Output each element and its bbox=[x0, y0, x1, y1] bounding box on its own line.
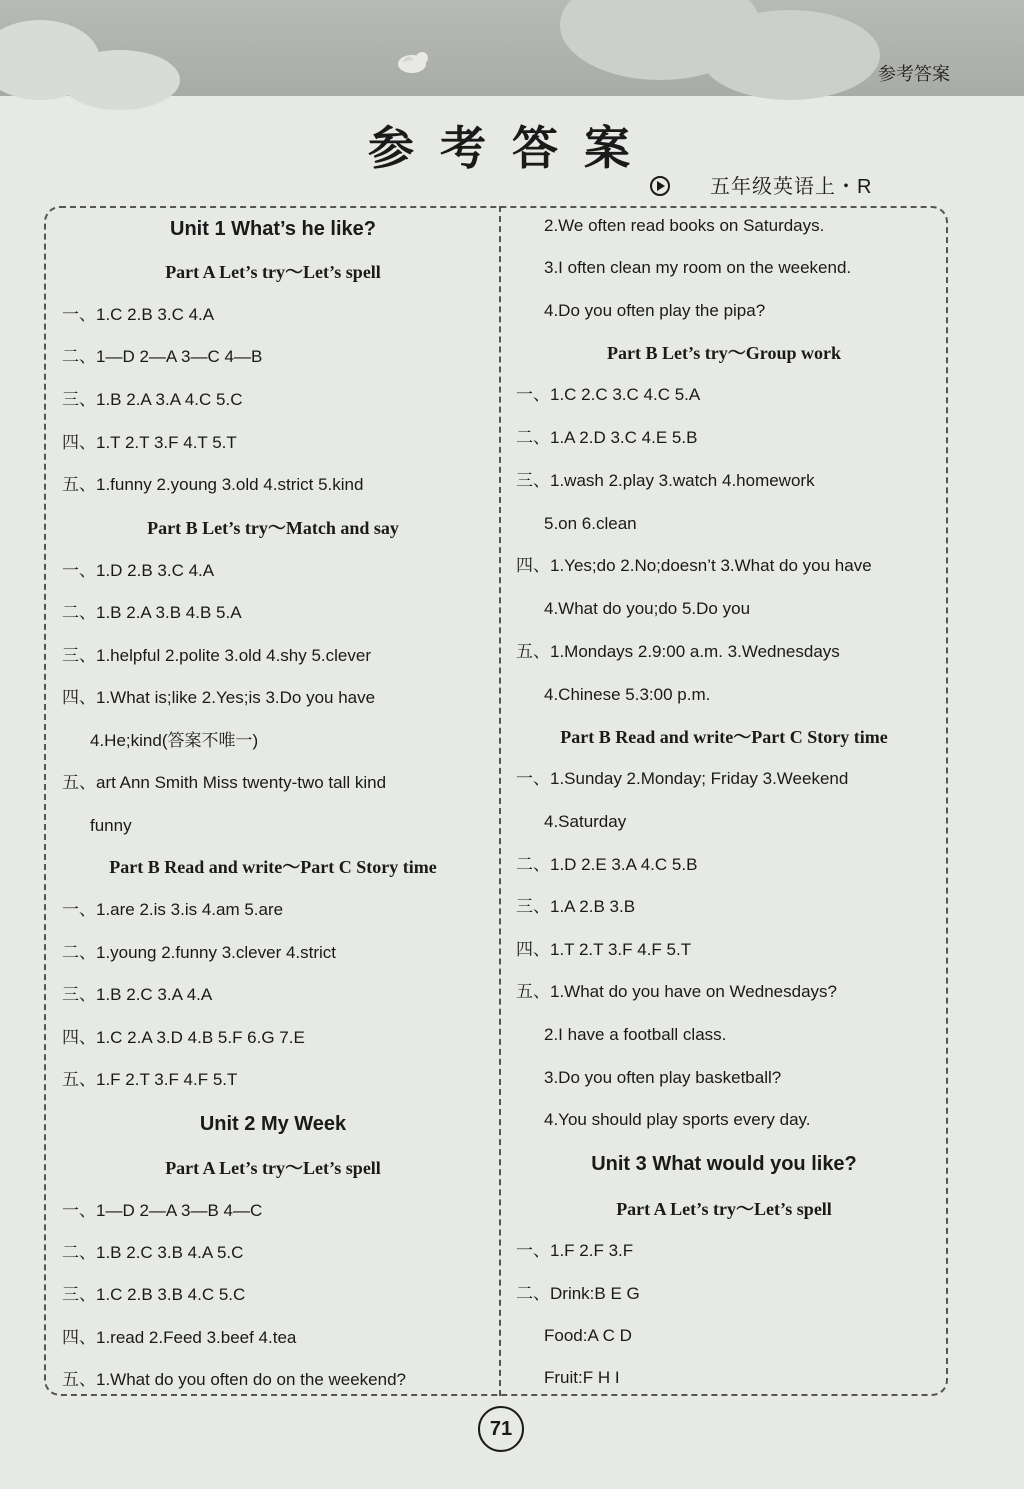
answer-line: 4.Chinese 5.3:00 p.m. bbox=[544, 685, 711, 704]
answer-line: 一、1.C 2.B 3.C 4.A bbox=[62, 305, 215, 324]
answer-line: 3.Do you often play basketball? bbox=[544, 1068, 782, 1087]
answer-line: 三、1.wash 2.play 3.watch 4.homework bbox=[516, 471, 815, 490]
part-heading: Part B Read and write～Part C Story time bbox=[109, 857, 437, 877]
answer-line: 一、1.Sunday 2.Monday; Friday 3.Weekend bbox=[516, 769, 849, 788]
answer-line: 一、1.are 2.is 3.is 4.am 5.are bbox=[62, 900, 284, 919]
answer-line: 4.Do you often play the pipa? bbox=[544, 301, 766, 320]
page-number: 71 bbox=[478, 1406, 524, 1452]
part-heading: Part A Let’s try～Let’s spell bbox=[165, 1158, 381, 1178]
answer-line: 二、1.B 2.A 3.B 4.B 5.A bbox=[62, 603, 242, 622]
answer-line: 五、1.F 2.T 3.F 4.F 5.T bbox=[62, 1070, 238, 1089]
page-subtitle bbox=[650, 170, 872, 199]
answer-line: 二、Drink:B E G bbox=[516, 1284, 640, 1303]
answer-line: 4.You should play sports every day. bbox=[544, 1110, 811, 1129]
answer-line: Food:A C D bbox=[544, 1326, 632, 1345]
bird-icon bbox=[392, 46, 432, 76]
play-arrow-icon bbox=[650, 176, 670, 196]
part-heading: Part B Let’s try～Group work bbox=[607, 343, 841, 363]
answer-line: 三、1.B 2.C 3.A 4.A bbox=[62, 985, 213, 1004]
part-heading: Part B Read and write～Part C Story time bbox=[560, 727, 888, 747]
answer-line: 二、1.B 2.C 3.B 4.A 5.C bbox=[62, 1243, 244, 1262]
answer-line: 五、1.What do you have on Wednesdays? bbox=[516, 982, 837, 1001]
subtitle-text: 五年级英语上・R bbox=[710, 176, 873, 198]
answer-line: 三、1.B 2.A 3.A 4.C 5.C bbox=[62, 390, 243, 409]
answer-line: 四、1.Yes;do 2.No;doesn’t 3.What do you have bbox=[516, 556, 872, 575]
answer-line: 2.I have a football class. bbox=[544, 1025, 727, 1044]
answer-line: 四、1.read 2.Feed 3.beef 4.tea bbox=[62, 1328, 297, 1347]
answer-line: 五、1.Mondays 2.9:00 a.m. 3.Wednesdays bbox=[516, 642, 840, 661]
page-title: 参考答案 bbox=[368, 121, 656, 175]
answer-line: 4.He;kind(答案不唯一) bbox=[90, 731, 259, 750]
answer-line: 4.Saturday bbox=[544, 812, 627, 831]
corner-label: 参考答案 bbox=[878, 64, 950, 84]
unit-heading: Unit 3 What would you like? bbox=[591, 1153, 857, 1175]
part-heading: Part A Let’s try～Let’s spell bbox=[616, 1199, 832, 1219]
answer-line: 4.What do you;do 5.Do you bbox=[544, 599, 751, 618]
answer-line: 四、1.C 2.A 3.D 4.B 5.F 6.G 7.E bbox=[62, 1028, 305, 1047]
page-header bbox=[0, 0, 1024, 96]
answer-line: 四、1.T 2.T 3.F 4.T 5.T bbox=[62, 433, 237, 452]
answer-line: 三、1.helpful 2.polite 3.old 4.shy 5.clever bbox=[62, 646, 372, 665]
answer-line: 二、1.D 2.E 3.A 4.C 5.B bbox=[516, 855, 698, 874]
answer-line: 二、1.A 2.D 3.C 4.E 5.B bbox=[516, 428, 698, 447]
answer-line: 五、1.What do you often do on the weekend? bbox=[62, 1370, 407, 1389]
answer-line: 四、1.What is;like 2.Yes;is 3.Do you have bbox=[62, 688, 376, 707]
answer-line: 二、1—D 2—A 3—C 4—B bbox=[62, 347, 263, 366]
answer-line: 一、1.C 2.C 3.C 4.C 5.A bbox=[516, 385, 701, 404]
answer-line: 2.We often read books on Saturdays. bbox=[544, 216, 825, 235]
answer-line: 三、1.C 2.B 3.B 4.C 5.C bbox=[62, 1285, 246, 1304]
answer-line: 一、1.F 2.F 3.F bbox=[516, 1241, 634, 1260]
column-divider bbox=[499, 206, 501, 1396]
unit-heading: Unit 2 My Week bbox=[199, 1113, 347, 1135]
answer-line: 5.on 6.clean bbox=[544, 514, 637, 533]
answer-line: 一、1.D 2.B 3.C 4.A bbox=[62, 561, 215, 580]
answer-line: 五、art Ann Smith Miss twenty-two tall kind bbox=[62, 773, 387, 792]
answer-line: 二、1.young 2.funny 3.clever 4.strict bbox=[62, 943, 337, 962]
answer-line: funny bbox=[90, 816, 132, 835]
part-heading: Part B Let’s try～Match and say bbox=[147, 518, 399, 538]
answer-line: 五、1.funny 2.young 3.old 4.strict 5.kind bbox=[62, 475, 364, 494]
answer-line: 3.I often clean my room on the weekend. bbox=[544, 258, 852, 277]
answer-line: Fruit:F H I bbox=[544, 1368, 620, 1387]
unit-heading: Unit 1 What’s he like? bbox=[170, 218, 376, 240]
answer-line: 一、1—D 2—A 3—B 4—C bbox=[62, 1201, 263, 1220]
part-heading: Part A Let’s try～Let’s spell bbox=[165, 262, 381, 282]
answer-line: 四、1.T 2.T 3.F 4.F 5.T bbox=[516, 940, 692, 959]
answer-line: 三、1.A 2.B 3.B bbox=[516, 897, 636, 916]
